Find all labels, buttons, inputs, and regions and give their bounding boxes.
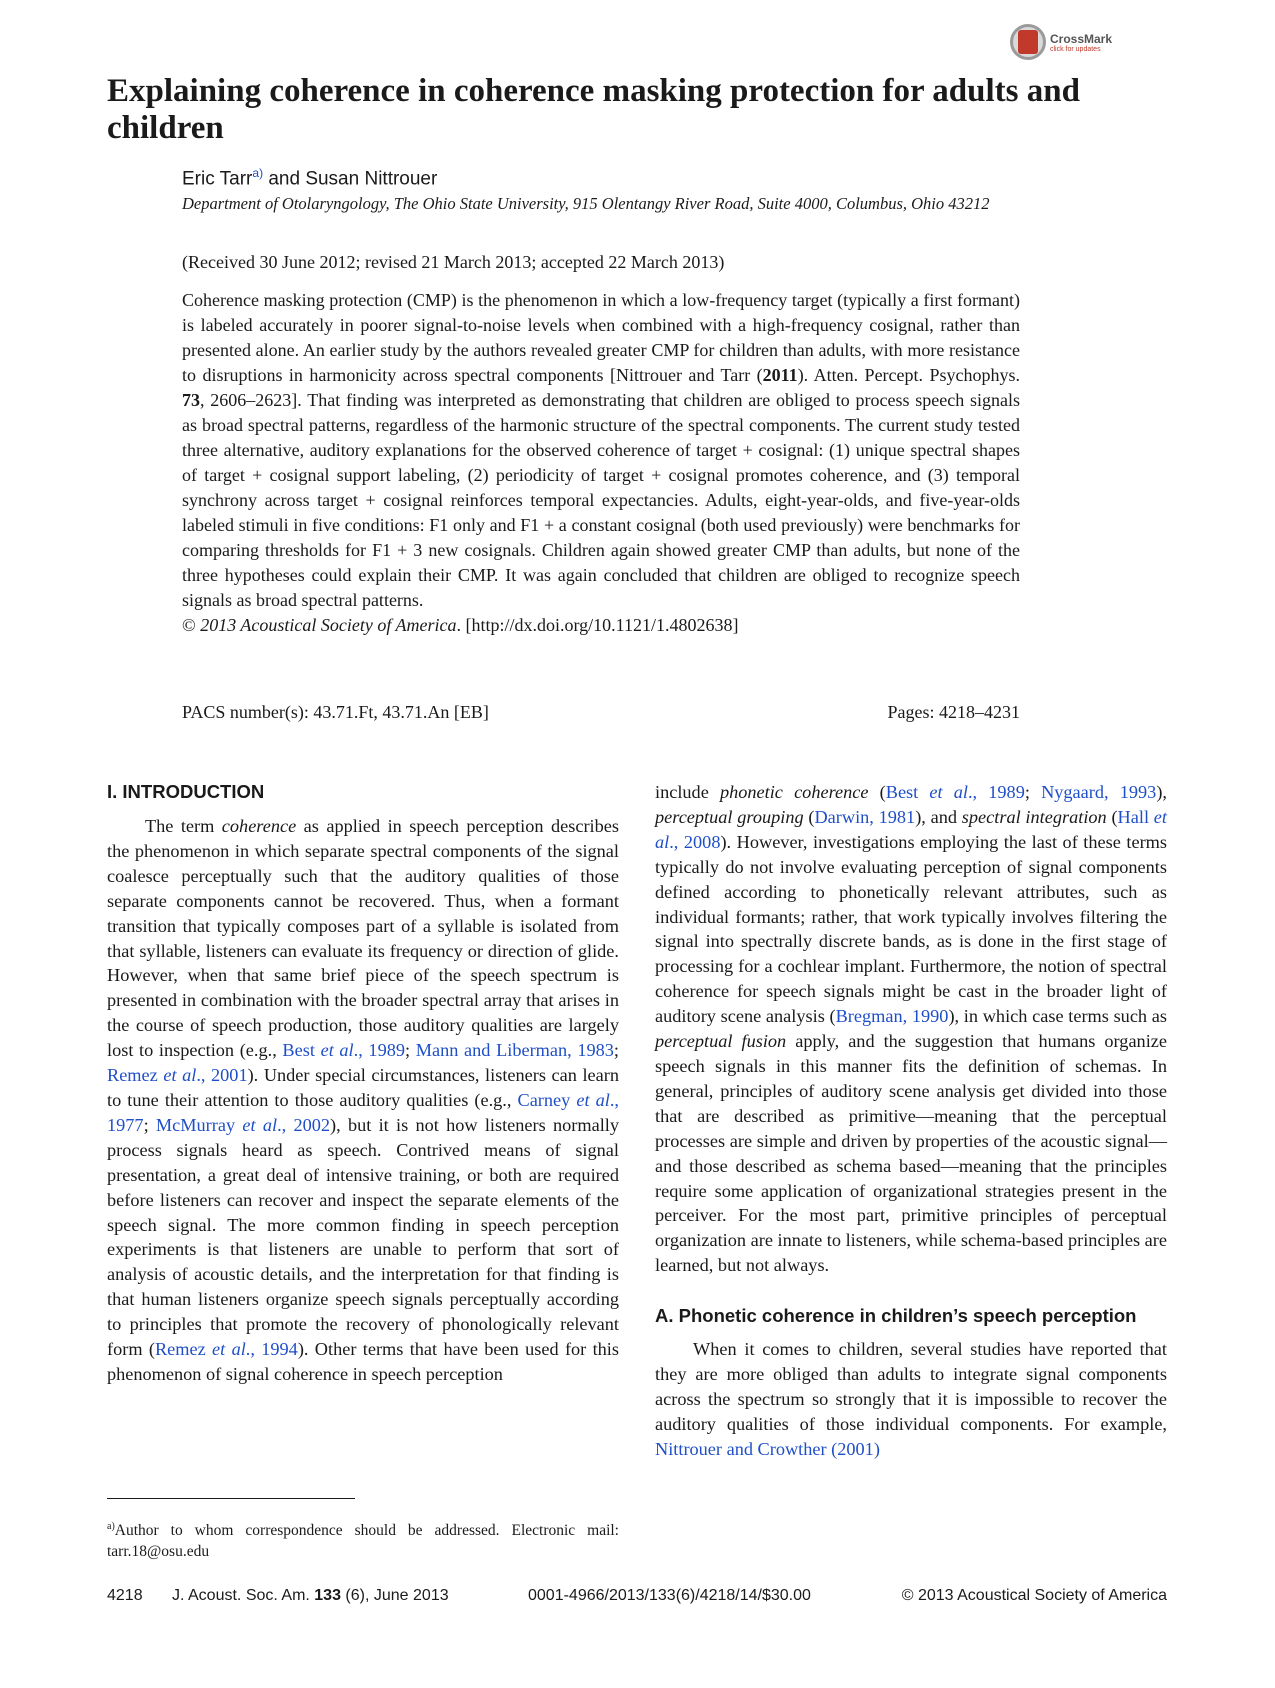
crossmark-sub: click for updates bbox=[1050, 45, 1101, 53]
column-right bbox=[655, 780, 1167, 1462]
citation-link[interactable]: Nittrouer and Crowther (2001) bbox=[655, 1438, 880, 1459]
page-range: Pages: 4218–4231 bbox=[887, 702, 1020, 722]
footer-copyright: © 2013 Acoustical Society of America bbox=[901, 1587, 1167, 1604]
citation-link[interactable]: McMurray et al., 2002 bbox=[155, 1114, 331, 1135]
abstract-text-mid: ). Atten. Percept. Psychophys. bbox=[797, 365, 1020, 385]
citation-link[interactable]: Remez et al., 1994 bbox=[154, 1339, 298, 1360]
pacs-numbers: PACS number(s): 43.71.Ft, 43.71.An [EB] bbox=[182, 702, 489, 722]
affiliation: Department of Otolaryngology, The Ohio State University, 915 Olentangy River Road, Suite 4000, Columbus, Ohio 43212 bbox=[182, 194, 990, 213]
citation-link[interactable]: Hall et al., 2008 bbox=[655, 806, 1167, 852]
section-heading-introduction: I. INTRODUCTION bbox=[107, 781, 265, 802]
received-dates: (Received 30 June 2012; revised 21 March 2013; accepted 22 March 2013) bbox=[182, 252, 725, 272]
footnote-text: Author to whom correspondence should be addressed. Electronic mail: tarr.18@osu.edu bbox=[107, 1522, 619, 1561]
copyright-society: 2013 Acoustical Society of America bbox=[200, 615, 457, 635]
citation-link[interactable]: Bregman, 1990 bbox=[835, 1006, 949, 1027]
citation-link[interactable]: Best et al., 1989 bbox=[282, 1040, 405, 1061]
crossmark-icon bbox=[1010, 24, 1046, 60]
copyright-symbol: © bbox=[182, 615, 201, 635]
intro-paragraph-1-continued: include phonetic coherence (Best et al., 1989; Nygaard, 1993), perceptual grouping (Darwin, 1981), and spectral integration (Hall et al., 2008). However, investigations employing the last of these terms typically do not involve evaluating perception of signal components defined according to phonetically relevant attributes, such as individual formants; rather, that work typically involves filtering the signal into spectrally discrete bands, as is done in the first stage of processing for a cochlear implant. Furthermore, the notion of spectral coherence for speech signals might be cast in the broader light of auditory scene analysis (Bregman, 1990), in which case terms such as perceptual fusion apply, and the suggestion that humans organize speech signals in this manner fits the definition of schemas. In general, principles of auditory scene analysis get divided into those that are described as primitive—meaning that the perceptual processes are simple and driven by properties of the acoustic signal—and those described as schema based—meaning that the principles require some application of organizational strategies present in the perceiver. For the most part, primitive principles of perceptual organization are innate to listeners, while schema-based principles are learned, but not always. bbox=[655, 782, 1168, 1276]
citation-link[interactable]: Best et al., 1989 bbox=[885, 782, 1025, 802]
column-left bbox=[107, 780, 619, 1387]
citation-link[interactable]: Darwin, 1981 bbox=[814, 806, 916, 827]
author-list bbox=[182, 166, 437, 190]
paper-title: Explaining coherence in coherence masking protection for adults and children bbox=[107, 73, 1080, 146]
citation-link[interactable]: Nygaard, 1993 bbox=[1041, 782, 1157, 802]
abstract-year: 2011 bbox=[762, 365, 798, 385]
abstract-text: Coherence masking protection (CMP) is the phenomenon in which a low-frequency target (typically a first formant) is labeled accurately in poorer signal-to-noise levels when combined with a high-frequency cosignal, rather than presented alone. An earlier study by the authors revealed greater CMP for children than adults, with more resistance to disruptions in harmonicity across spectral components [Nittrouer and Tarr ( bbox=[182, 290, 1020, 385]
abstract-text-post: , 2606–2623]. That finding was interpreted as demonstrating that children are obliged to process speech signals as broad spectral patterns, regardless of the harmonic structure of the spectral components. The current study tested three alternative, auditory explanations for the observed coherence of target + cosignal: (1) unique spectral shapes of target + cosignal support labeling, (2) periodicity of target + cosignal promotes coherence, and (3) temporal synchrony across target + cosignal reinforces temporal expectancies. Adults, eight-year-olds, and five-year-olds labeled stimuli in five conditions: F1 only and F1 + a constant cosignal (both used previously) were benchmarks for comparing thresholds for F1 + 3 new cosignals. Children again showed greater CMP than adults, but none of the three hypotheses could explain their CMP. It was again concluded that children are obliged to recognize speech signals as broad spectral patterns. bbox=[182, 390, 1020, 610]
footer-page-number: 4218 bbox=[107, 1587, 143, 1604]
section-a-paragraph-1: When it comes to children, several studies have reported that they are more obliged than adults to integrate signal components across the spectrum so strongly that it is impossible to recover the auditory qualities of those individual components. For example, Nittrouer and Crowther (2001) bbox=[655, 1339, 1167, 1459]
citation-link[interactable]: Remez et al., 2001 bbox=[107, 1065, 248, 1086]
abstract-copyright bbox=[182, 613, 1020, 638]
footnote bbox=[107, 1516, 619, 1562]
abstract bbox=[182, 288, 1020, 638]
footnote-marker: a) bbox=[107, 1521, 115, 1532]
section-heading-phonetic-coherence: A. Phonetic coherence in children’s speech perception bbox=[655, 1305, 1137, 1327]
footer-issn: 0001-4966/2013/133(6)/4218/14/$30.00 bbox=[528, 1587, 811, 1604]
citation-link[interactable]: Carney et al., 1977 bbox=[107, 1089, 619, 1135]
abstract-volume: 73 bbox=[182, 390, 200, 410]
author-footnote-marker[interactable]: a) bbox=[252, 166, 264, 180]
author-first: Eric Tarr bbox=[182, 168, 253, 190]
intro-paragraph-1: The term coherence as applied in speech perception describes the phenomenon in which separate spectral components of the signal coalesce perceptually such that the auditory qualities of those separate components cannot be recovered. Thus, when a formant transition that typically composes part of a syllable is isolated from that syllable, listeners can evaluate its frequency or direction of glide. However, when that same brief piece of the speech spectrum is presented in combination with the broader spectral array that arises in the course of speech production, those auditory qualities are largely lost to inspection (e.g., Best et al., 1989; Mann and Liberman, 1983; Remez et al., 2001). Under special circumstances, listeners can learn to tune their attention to those auditory qualities (e.g., Carney et al., 1977; McMurray et al., 2002), but it is not how listeners normally process signals heard as speech. Contrived means of signal presentation, a great deal of intensive training, or both are required before listeners can recover and inspect the separate elements of the speech signal. The more common finding in speech perception experiments is that listeners are unable to perform that sort of analysis of acoustic details, and the interpretation for that finding is that human listeners organize speech signals perceptually according to principles that promote the recovery of phonologically relevant form (Remez et al., 1994). Other terms that have been used for this phenomenon of signal coherence in speech perception bbox=[107, 816, 620, 1384]
citation-link[interactable]: Mann and Liberman, 1983 bbox=[415, 1040, 614, 1061]
doi-link[interactable]: . [http://dx.doi.org/10.1121/1.4802638] bbox=[456, 615, 739, 635]
footer-journal: J. Acoust. Soc. Am. 133 (6), June 2013 bbox=[172, 1587, 449, 1604]
author-rest: and Susan Nittrouer bbox=[263, 168, 438, 190]
footnote-divider bbox=[107, 1498, 355, 1499]
crossmark-badge[interactable] bbox=[1010, 22, 1120, 62]
crossmark-label: CrossMark bbox=[1050, 31, 1113, 46]
